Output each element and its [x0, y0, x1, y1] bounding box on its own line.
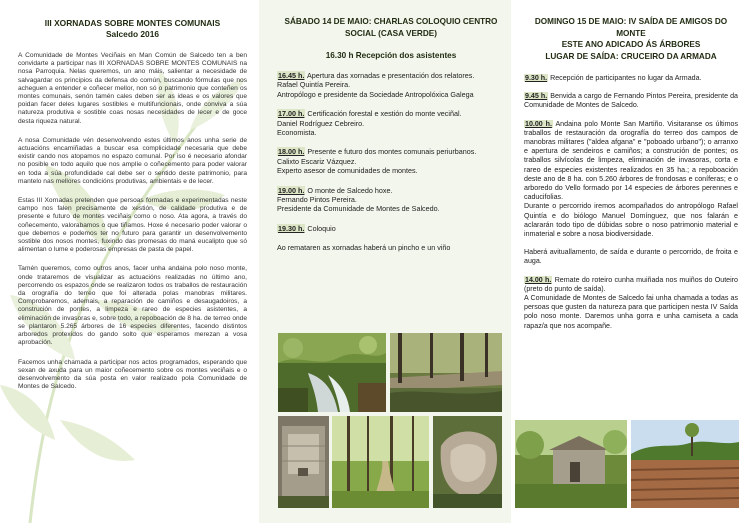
schedule-line: Economista.: [277, 128, 317, 138]
left-paragraph: A Comunidade de Montes Veciñais en Man Común de Salcedo ten a ben convidarte a participar nas III XORNADAS SOBRE MONTES COMUNAIS na nosa Parroquia. Nelas queremos, un ano máis, salientar a necesidade de salvagardar os principios da defensa do común, buscando fórmulas que nos acheguen a entender e coñecer mellor, non só o patrimonio que conteñen os montes comunais, senón tamén cales deben ser as ideas e os valores que poidan facer deles lugares sostibles e multifuncionais, onde conviva a súa natureza produtiva e sostible coas nosas necesidades de lecer e de goce desta riqueza natural.: [18, 52, 247, 125]
schedule-text: Recepción de participantes no lugar da Armada.: [550, 74, 702, 82]
supplies-paragraph: Haberá avituallamento, de saída e durante o percorrido, de froita e auga.: [524, 248, 738, 266]
schedule-line: Certificación forestal e xestión do monte veciñal.: [307, 109, 462, 119]
schedule-text: Remate do roteiro cunha muiñada nos muiños do Outeiro (preto do punto de saída).: [524, 275, 738, 293]
schedule-line: Rafael Quintía Pereira.: [277, 80, 351, 90]
schedule-text: Benvida a cargo de Fernando Pintos Pereira, presidente da Comunidade de Montes de Salcedo.: [524, 92, 738, 110]
schedule-line: Apertura das xornadas e presentación dos relatores.: [306, 71, 475, 80]
schedule-item: [524, 92, 738, 110]
schedule-time: 9.45 h.: [525, 92, 548, 101]
schedule-time: 19.00 h.: [278, 185, 305, 195]
schedule-time: 10.00 h.: [525, 119, 552, 128]
schedule-item: [277, 186, 505, 214]
sunday-title-line: DOMINGO 15 DE MAIO: IV SAÍDA DE AMIGOS DO: [534, 17, 728, 26]
schedule-time: 14.00 h.: [525, 275, 552, 284]
left-paragraph: Estas III Xornadas pretenden que persoas formadas e experimentadas neste campo nos falen precisamente de xestión, de calidade produtiva e de presente e futuro de montes veciñais como o noso. Ata agora, a través do coñecemento, valorabamos o que tiñamos. Hoxe é necesario poder valorar o que debemos e podemos ter no futuro para garantir un desenvolvemento sostible dos nosos montes, fuxindo das promesas do maná eucalipto que só alimentan o lume e poderosas empresas de pasta de papel.: [18, 197, 247, 254]
sunday-title-line: ESTE ANO ADICADO ÁS ÁRBORES: [561, 40, 701, 49]
saturday-title-line: SOCIAL (CASA VERDE): [345, 29, 437, 38]
schedule-time: 19.30 h.: [278, 223, 305, 233]
left-panel: [0, 0, 259, 523]
schedule-line: Antropólogo e presidente da Sociedade Antropolóxica Galega: [277, 89, 474, 99]
final-call-paragraph: A Comunidade de Montes de Salcedo fai unha chamada a todas as persoas que gusten da natureza para que participen nesta IV Saída polo noso monte. Daremos unha gorra e unha camiseta a cada rapaz/a que nos acompañe.: [524, 294, 738, 330]
sunday-title-line: LUGAR DE SAÍDA: CRUCEIRO DA ARMADA: [545, 51, 717, 61]
left-paragraph: Facemos unha chamada a participar nos actos programados, esperando que sexan de axuda para un maior coñecemento sobre os montes veciñais e o desenvolvemento da súa posta en valor realizado pola Comunidade de Montes de Salcedo.: [18, 358, 247, 391]
sunday-title: [524, 16, 738, 62]
stone-fountain-photo: [278, 416, 329, 508]
schedule-line: Experto asesor de comunidades de montes.: [277, 166, 418, 176]
schedule-time: 17.00 h.: [278, 109, 305, 119]
saturday-title-line: SÁBADO 14 DE MAIO: CHARLAS COLOQUIO CENTRO: [284, 17, 498, 26]
reception-subtitle: 16.30 h Recepción dos asistentes: [325, 51, 457, 60]
schedule-line: Presidente da Comunidade de Montes de Salcedo.: [277, 204, 440, 214]
schedule-line: Fernando Pintos Pereira.: [277, 195, 357, 205]
schedule-item: [524, 74, 738, 83]
schedule-time: 9.30 h.: [525, 74, 548, 82]
saturday-title: [277, 16, 505, 40]
plowed-field-photo: [631, 420, 739, 508]
left-paragraph: A nosa Comunidade vén desenvolvendo estes últimos anos unha serie de actuacións encamiñadas a buscar esa complicidade necesaria que debe existir cando nos atopamos no espazo comunal. Por iso é necesario afondar no posible en todo aquilo que nos amplíe o coñecemento para poder valorar en toda a súa profundidade cal debe ser o sentido deste patrimonio, para mantelo nas mellores condicións produtivas, ambientais e de lecer.: [18, 136, 247, 185]
schedule-item: [524, 120, 738, 203]
guides-paragraph: Durante o percorrido iremos acompañados do antropólogo Rafael Quintía e do biólogo Manuel Domínguez, que nos falarán e aclararán todo tipo de dúbidas sobre o noso patrimonio material e inmaterial e sobre a nosa biodiversidade.: [524, 202, 738, 239]
schedule-line: O monte de Salcedo hoxe.: [307, 185, 393, 195]
schedule-item: [524, 276, 738, 294]
stream-photo: [278, 333, 386, 412]
schedule-item: [277, 109, 505, 137]
closing-note: Ao remataren as xornadas haberá un pincho e un viño: [277, 243, 451, 253]
left-title: III XORNADAS SOBRE MONTES COMUNAIS: [44, 18, 221, 28]
schedule-text: Andaina polo Monte San Martiño. Visitaranse os últimos traballos de restauración da orografía do terreo dos campos de manobras militares ("aldea afgana" e "poboado urbano"); o arranxo e apertura de sendeiros e camiños; a construción de pontes; os traballos silvícolas de limpeza, eliminación de invasoras, corta e rareo de especies existentes realizados en 35 ha.; a repoboación deste ano de 8 ha. con 5.260 árbores de frondosas e coníferas; e o arboredo do Vello formado por 14 especies de árbores perennes e caducifolias.: [524, 119, 738, 202]
schedule-line: Coloquio: [307, 223, 336, 233]
schedule-item: [277, 71, 505, 99]
mossy-rock-photo: [433, 416, 502, 508]
schedule-line: Daniel Rodríguez Cebreiro.: [277, 118, 365, 128]
river-bridge-photo: [390, 333, 502, 412]
right-panel: [511, 0, 750, 523]
forest-path-photo: [332, 416, 429, 508]
schedule-line: Presente e futuro dos montes comunais periurbanos.: [307, 147, 477, 157]
stone-mill-photo: [515, 420, 627, 508]
left-subtitle: Salcedo 2016: [105, 29, 160, 39]
schedule-line: Calixto Escariz Vázquez.: [277, 156, 357, 166]
schedule-item: [277, 224, 505, 233]
schedule-time: 16.45 h.: [278, 71, 305, 80]
schedule-item: [277, 147, 505, 175]
schedule-time: 18.00 h.: [278, 147, 305, 157]
left-paragraph: Tamén queremos, como outros anos, facer unha andaina polo noso monte, onde trataremos de visualizar as actuacións realizadas no último ano, percorrendo os espazos onde se realizaron todos os traballos de restauración da orografía do terreo que foi alterada polas manobras militares. Comprobaremos, ademais, a reparación de camiños e desaugadoiros, a construción de pontes, a limpeza e rareo de especies asistentes, a eliminación de invasoras e, sobre todo, a repoboación de 8 ha. de terreo onde se plantaron 5.265 árbores de 16 especies diferentes, facendo distintos arboredos protexidos do gando solto que esperamos merezan a vosa aprobación.: [18, 265, 247, 347]
sunday-title-line: MONTE: [616, 28, 646, 38]
middle-panel: [259, 0, 511, 523]
